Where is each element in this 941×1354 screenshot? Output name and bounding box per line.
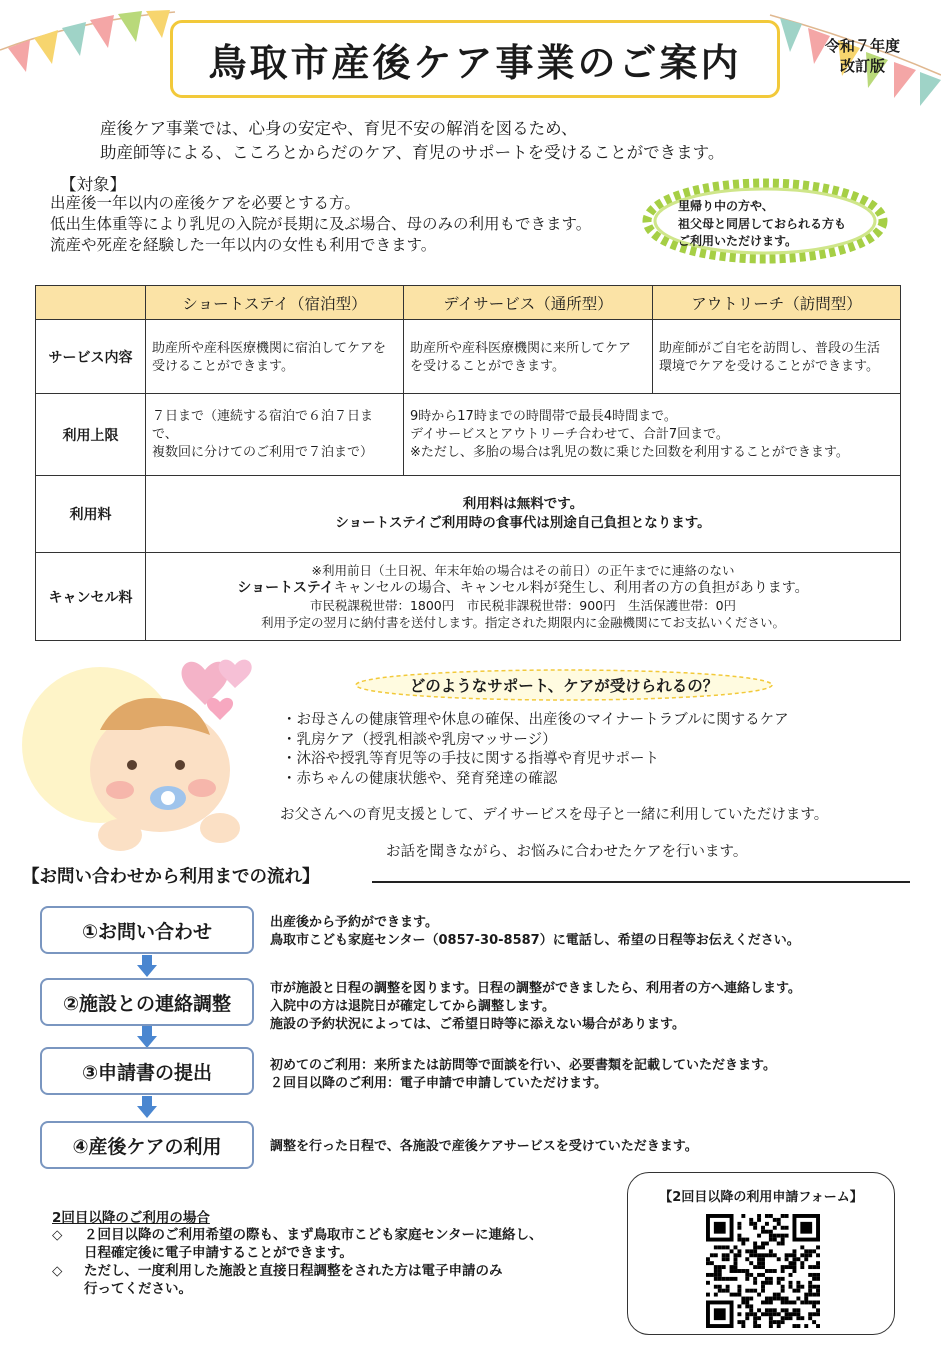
cancel-cell: ※利用前日（土日祝、年末年始の場合はその前日）の正午までに連絡のない ショートステイキャンセルの場合、キャンセル料が発生し、利用者の方の負担があります。 市民税課税世帯：1800円 市民税非課税世帯：900円 生活保護世帯：0円 利用予定の翌月に納付書を送付します。指定された期限内に金融機関にてお支払いください。 [146,553,901,641]
flow-heading-rule [372,881,910,883]
edition-label: 令和７年度 改訂版 [825,37,901,75]
later-use-notes: ◇ ２回目以降のご利用希望の際も、まず鳥取市こども家庭センターに連絡し、 日程確定後に電子申請することができます。 ◇ ただし、一度利用した施設と直接日程調整をされた方は電子申請のみ 行ってください。 [52,1227,543,1297]
table-header-blank [36,286,146,320]
step-inquiry-description: 出産後から予約ができます。 鳥取市こども家庭センター（0857-30-8587）に電話し、希望の日程等お伝えください。 [270,915,800,948]
limit-short-stay: ７日まで（連続する宿泊で６泊７日まで、 複数回に分けてのご利用で７泊まで） [146,394,404,476]
row-header-cancel: キャンセル料 [36,553,146,641]
list-item: ・赤ちゃんの健康状態や、発育発達の確認 [282,770,558,787]
down-arrow-icon [137,1096,157,1118]
talk-text: お話を聞きながら、お悩みに合わせたケアを行います。 [386,844,748,860]
page-title: 鳥取市産後ケア事業のご案内 [208,40,742,85]
step-application-description: 初めてのご利用：来所または訪問等で面談を行い、必要書類を記載していただきます。 ２回目以降のご利用：電子申請で申請していただけます。 [270,1058,776,1091]
step-facility-description: 市が施設と日程の調整を図ります。日程の調整ができましたら、利用者の方へ連絡します。 入院中の方は退院日が確定してから調整します。 施設の予約状況によっては、ご希望日時等に添えない場合があります。 [270,981,801,1032]
support-question: どのようなサポート、ケアが受けられるの？ [409,677,719,695]
row-header-limit: 利用上限 [36,394,146,476]
column-header-outreach: アウトリーチ（訪問型） [653,286,901,320]
limit-day-outreach: 9時から17時までの時間帯で最長4時間まで。 デイサービスとアウトリーチ合わせて、合計7回まで。 ※ただし、多胎の場合は乳児の数に乗じた回数を利用することができます。 [404,394,901,476]
step-use-care: ④産後ケアの利用 [40,1121,254,1169]
step-use-description: 調整を行った日程で、各施設で産後ケアサービスを受けていただきます。 [270,1139,698,1154]
row-header-service: サービス内容 [36,320,146,394]
list-item: ・沐浴や授乳等育児等の手技に関する指導や育児サポート [282,751,659,767]
fee-cell: 利用料は無料です。 ショートステイご利用時の食事代は別途自己負担となります。 [146,476,901,553]
title-box [170,20,780,98]
table-header-row [36,286,901,320]
intro-text: 産後ケア事業では、心身の安定や、育児不安の解消を図るため、 助産師等による、こころとからだのケア、育児のサポートを受けることができます。 [100,119,725,162]
table-row [36,394,901,476]
list-item: ・乳房ケア（授乳相談や乳房マッサージ） [282,731,557,748]
target-description: 出産後一年以内の産後ケアを必要とする方。 低出生体重等により乳児の入院が長期に及ぶ場合、母のみの利用もできます。 流産や死産を経験した一年以内の女性も利用できます。 [50,194,592,254]
flow-heading: 【お問い合わせから利用までの流れ】 [22,867,320,887]
table-row [36,553,901,641]
father-support-text: お父さんへの育児支援として、デイサービスを母子と一緒に利用していただけます。 [280,807,829,823]
service-short-stay: 助産所や産科医療機関に宿泊してケアを 受けることができます。 [146,320,404,394]
application-form-title: 【2回目以降の利用申請フォーム】 [659,1190,863,1205]
service-outreach: 助産師がご自宅を訪問し、普段の生活 環境でケアを受けることができます。 [653,320,901,394]
note-text: 里帰り中の方や、 祖父母と同居しておられる方も ご利用いただけます。 [678,199,847,248]
qr-code[interactable] [706,1214,820,1328]
service-table [35,285,901,641]
later-use-heading: 2回目以降のご利用の場合 [52,1210,210,1226]
table-row [36,476,901,553]
service-day-service: 助産所や産科医療機関に来所してケア を受けることができます。 [404,320,653,394]
support-list [282,711,789,789]
column-header-short-stay: ショートステイ（宿泊型） [146,286,404,320]
step-application: ③申請書の提出 [40,1047,254,1095]
step-facility-coordination: ②施設との連絡調整 [40,978,254,1026]
baby-illustration [20,650,290,860]
step-inquiry: ①お問い合わせ [40,906,254,954]
target-heading: 【対象】 [60,175,126,194]
column-header-day-service: デイサービス（通所型） [404,286,653,320]
list-item: ・お母さんの健康管理や休息の確保、出産後のマイナートラブルに関するケア [282,712,789,728]
table-row [36,320,901,394]
row-header-fee: 利用料 [36,476,146,553]
down-arrow-icon [137,1026,157,1048]
down-arrow-icon [137,955,157,977]
